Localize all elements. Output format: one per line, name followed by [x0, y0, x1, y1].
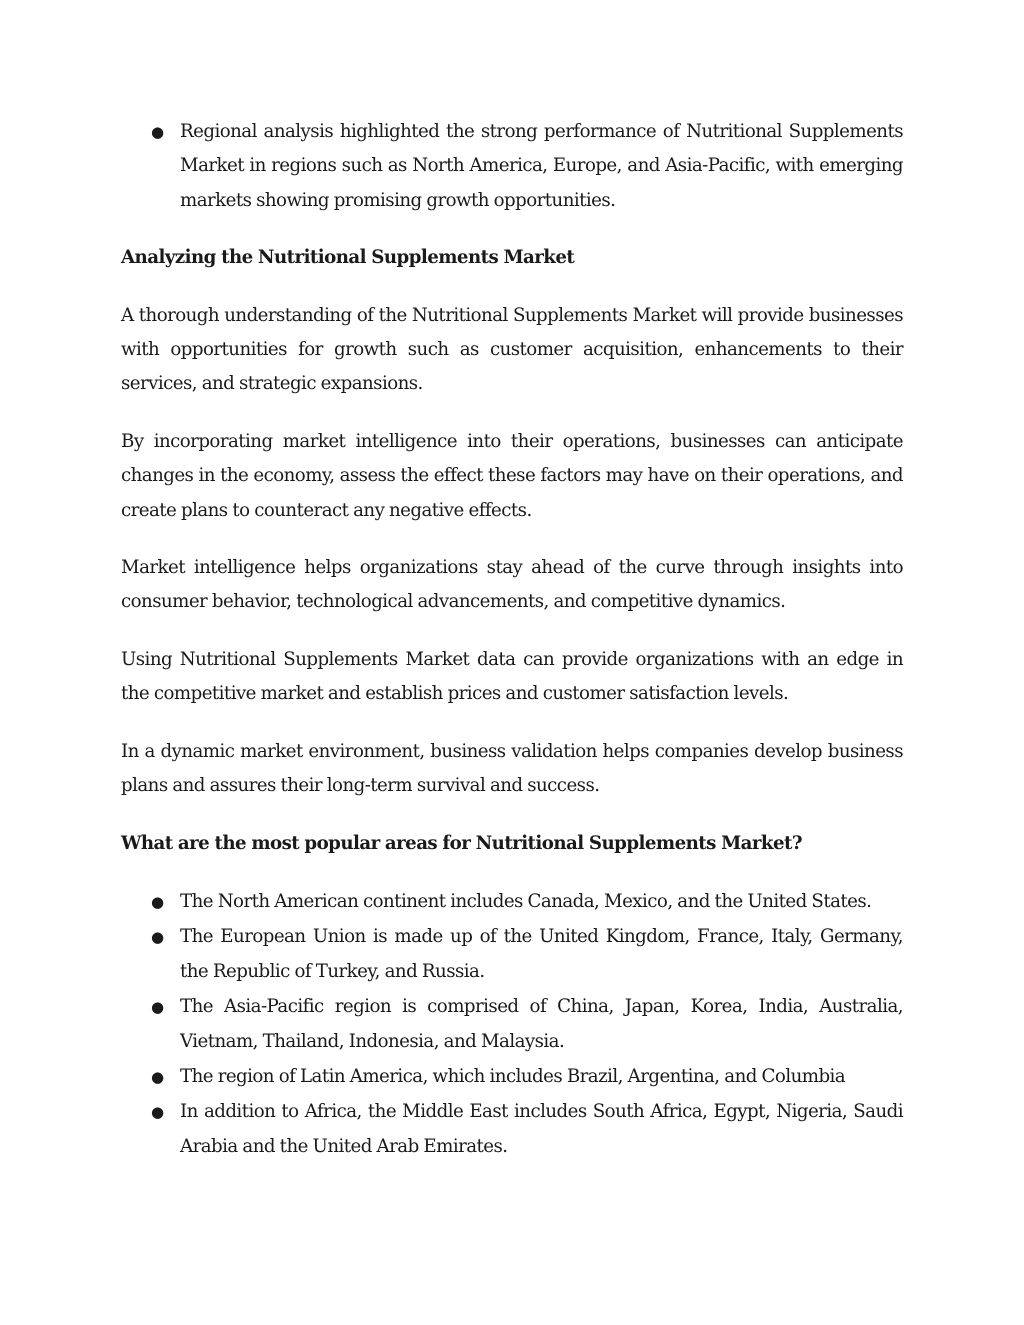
- list-item-text: The North American continent includes Canada, Mexico, and the United States.: [180, 890, 872, 912]
- intro-bullet-list: [121, 115, 903, 218]
- list-item-text: The Asia-Pacific region is comprised of China, Japan, Korea, India, Australia, Vietnam, Thailand, Indonesia, and Malaysia.: [180, 996, 903, 1052]
- list-item: [121, 990, 903, 1059]
- list-item: [121, 920, 903, 989]
- paragraph: A thorough understanding of the Nutritional Supplements Market will provide businesses with opportunities for growth such as customer acquisition, enhancements to their services, and strategic expansions.: [121, 304, 903, 395]
- paragraph: In a dynamic market environment, business validation helps companies develop business plans and assures their long-term survival and success.: [121, 740, 903, 797]
- paragraph: By incorporating market intelligence into their operations, businesses can anticipate changes in the economy, assess the effect these factors may have on their operations, and create plans to counteract any negative effects.: [121, 430, 903, 521]
- list-item: [121, 115, 903, 218]
- bullet-icon: ●: [151, 1103, 164, 1122]
- regions-bullet-list: [121, 885, 903, 1164]
- list-item: [121, 1060, 903, 1094]
- bullet-icon: ●: [151, 123, 164, 141]
- list-item-text: In addition to Africa, the Middle East includes South Africa, Egypt, Nigeria, Saudi Arabia and the United Arab Emirates.: [180, 1101, 903, 1157]
- bullet-icon: ●: [151, 1067, 164, 1086]
- section-heading-analyzing: Analyzing the Nutritional Supplements Market: [121, 247, 575, 269]
- bullet-icon: ●: [151, 928, 164, 947]
- paragraph: Market intelligence helps organizations stay ahead of the curve through insights into consumer behavior, technological advancements, and competitive dynamics.: [121, 557, 903, 613]
- list-item-text: The European Union is made up of the United Kingdom, France, Italy, Germany, the Republic of Turkey, and Russia.: [180, 926, 903, 982]
- bullet-icon: ●: [151, 892, 164, 911]
- document-page: [121, 114, 903, 1165]
- list-item-text: The region of Latin America, which includes Brazil, Argentina, and Columbia: [180, 1065, 846, 1087]
- section-heading-popular-areas: What are the most popular areas for Nutritional Supplements Market?: [121, 832, 802, 854]
- list-item: [121, 885, 903, 919]
- list-item: [121, 1095, 903, 1164]
- list-item-text: Regional analysis highlighted the strong performance of Nutritional Supplements Market in regions such as North America, Europe, and Asia-Pacific, with emerging markets showing promising growth opportunities.: [180, 121, 903, 211]
- bullet-icon: ●: [151, 998, 164, 1017]
- paragraph: Using Nutritional Supplements Market data can provide organizations with an edge in the competitive market and establish prices and customer satisfaction levels.: [121, 648, 903, 705]
